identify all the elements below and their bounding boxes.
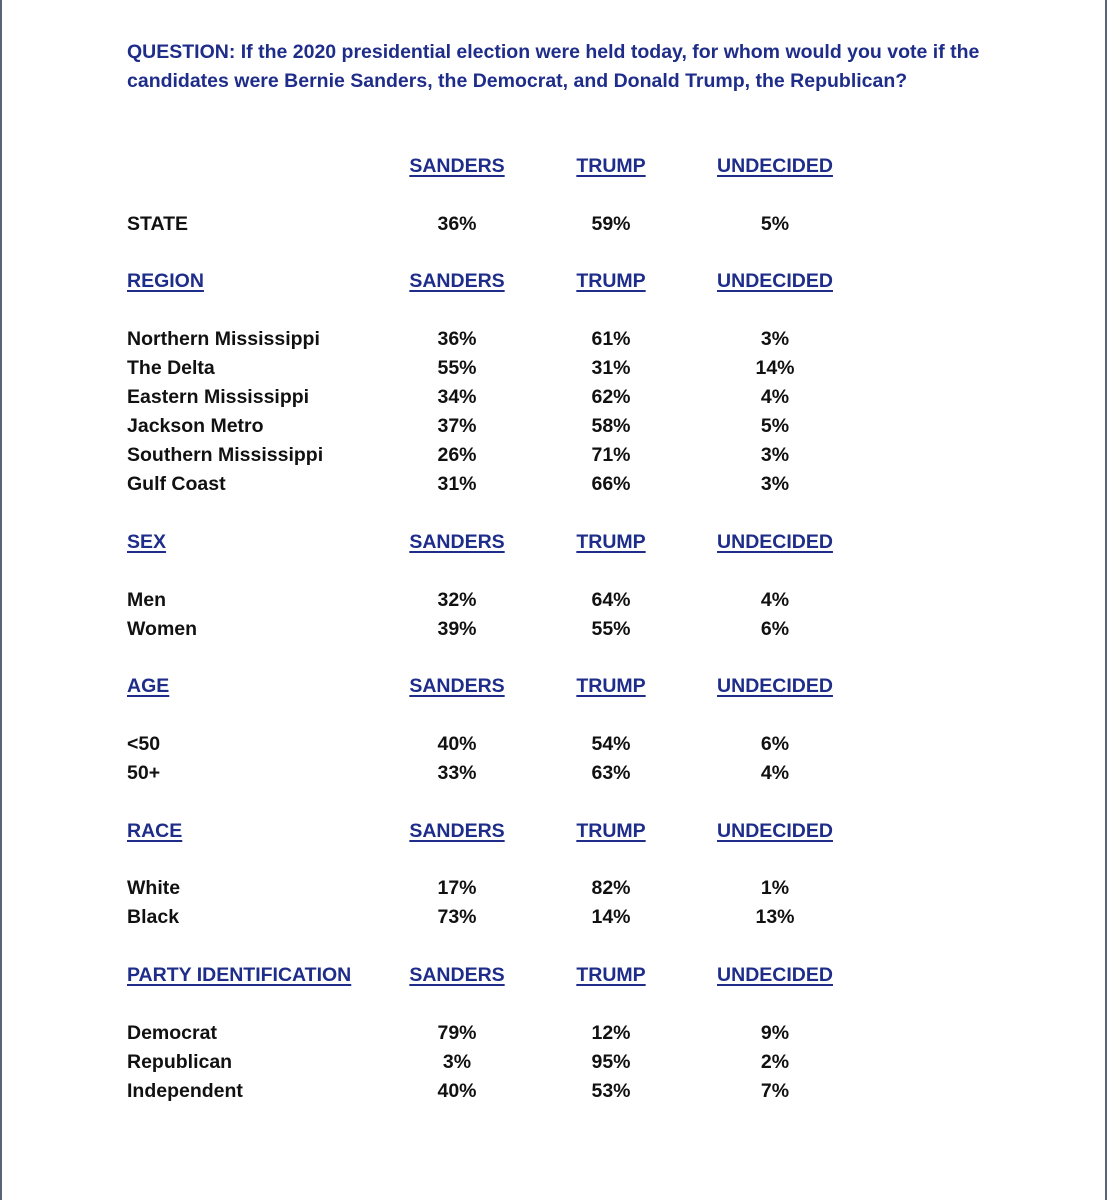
state-undecided: 5%: [760, 213, 790, 235]
row-label: Men: [127, 589, 166, 611]
row-label: Independent: [127, 1080, 243, 1102]
sanders-value: 40%: [437, 733, 477, 755]
sanders-value: 55%: [437, 357, 477, 379]
section-header-age: [0, 672, 1107, 701]
state-label: STATE: [127, 213, 189, 235]
undecided-value: 6%: [760, 733, 790, 755]
sanders-value: 33%: [437, 762, 477, 784]
undecided-value: 3%: [760, 444, 790, 466]
column-header-undecided: UNDECIDED: [717, 155, 833, 177]
table-row: [0, 325, 1107, 354]
section-header-party-identification: [0, 961, 1107, 990]
row-label: Women: [127, 618, 198, 640]
section-header-region: [0, 267, 1107, 296]
sanders-value: 40%: [437, 1080, 477, 1102]
sanders-value: 31%: [437, 473, 477, 495]
column-header-sanders: SANDERS: [409, 531, 505, 553]
column-header-trump: TRUMP: [576, 155, 646, 177]
row-label: Gulf Coast: [127, 473, 226, 495]
trump-value: 14%: [591, 906, 631, 928]
section-title: AGE: [127, 675, 170, 697]
state-row: [0, 210, 1107, 239]
row-label: Black: [127, 906, 180, 928]
row-label: Democrat: [127, 1022, 217, 1044]
section-title: REGION: [127, 270, 204, 292]
top-column-headers: [0, 152, 1107, 181]
column-header-trump: TRUMP: [576, 675, 646, 697]
trump-value: 54%: [591, 733, 631, 755]
trump-value: 53%: [591, 1080, 631, 1102]
row-label: Republican: [127, 1051, 233, 1073]
sanders-value: 73%: [437, 906, 477, 928]
row-label: Jackson Metro: [127, 415, 264, 437]
row-label: <50: [127, 733, 161, 755]
table-row: [0, 1048, 1107, 1077]
undecided-value: 3%: [760, 473, 790, 495]
undecided-value: 6%: [760, 618, 790, 640]
sanders-value: 37%: [437, 415, 477, 437]
sanders-value: 36%: [437, 328, 477, 350]
sanders-value: 79%: [437, 1022, 477, 1044]
row-label: Eastern Mississippi: [127, 386, 310, 408]
sanders-value: 39%: [437, 618, 477, 640]
table-row: [0, 1019, 1107, 1048]
table-row: [0, 615, 1107, 644]
trump-value: 63%: [591, 762, 631, 784]
column-header-undecided: UNDECIDED: [717, 820, 833, 842]
sanders-value: 17%: [437, 877, 477, 899]
sanders-value: 34%: [437, 386, 477, 408]
row-label: White: [127, 877, 181, 899]
undecided-value: 1%: [760, 877, 790, 899]
state-trump: 59%: [591, 213, 631, 235]
column-header-sanders: SANDERS: [409, 964, 505, 986]
trump-value: 58%: [591, 415, 631, 437]
undecided-value: 14%: [755, 357, 795, 379]
undecided-value: 4%: [760, 589, 790, 611]
undecided-value: 7%: [760, 1080, 790, 1102]
trump-value: 55%: [591, 618, 631, 640]
trump-value: 61%: [591, 328, 631, 350]
column-header-sanders: SANDERS: [409, 155, 505, 177]
section-header-race: [0, 817, 1107, 846]
column-header-sanders: SANDERS: [409, 675, 505, 697]
table-row: [0, 1077, 1107, 1106]
trump-value: 66%: [591, 473, 631, 495]
column-header-trump: TRUMP: [576, 270, 646, 292]
section-title: SEX: [127, 531, 167, 553]
undecided-value: 5%: [760, 415, 790, 437]
table-row: [0, 383, 1107, 412]
trump-value: 82%: [591, 877, 631, 899]
table-row: [0, 470, 1107, 499]
trump-value: 64%: [591, 589, 631, 611]
trump-value: 12%: [591, 1022, 631, 1044]
column-header-sanders: SANDERS: [409, 820, 505, 842]
trump-value: 62%: [591, 386, 631, 408]
undecided-value: 13%: [755, 906, 795, 928]
undecided-value: 4%: [760, 386, 790, 408]
section-title: PARTY IDENTIFICATION: [127, 964, 352, 986]
table-row: [0, 759, 1107, 788]
table-row: [0, 354, 1107, 383]
column-header-trump: TRUMP: [576, 531, 646, 553]
section-header-sex: [0, 528, 1107, 557]
undecided-value: 4%: [760, 762, 790, 784]
table-row: [0, 441, 1107, 470]
column-header-sanders: SANDERS: [409, 270, 505, 292]
trump-value: 31%: [591, 357, 631, 379]
trump-value: 71%: [591, 444, 631, 466]
row-label: 50+: [127, 762, 161, 784]
column-header-undecided: UNDECIDED: [717, 675, 833, 697]
column-header-undecided: UNDECIDED: [717, 964, 833, 986]
column-header-trump: TRUMP: [576, 964, 646, 986]
column-header-undecided: UNDECIDED: [717, 531, 833, 553]
table-row: [0, 586, 1107, 615]
table-row: [0, 730, 1107, 759]
row-label: The Delta: [127, 357, 215, 379]
table-row: [0, 903, 1107, 932]
question-text: QUESTION: If the 2020 presidential election were held today, for whom would you vote if the candidates were Bernie Sanders, the Democrat, and Donald Trump, the Republican?: [127, 41, 980, 92]
undecided-value: 2%: [760, 1051, 790, 1073]
column-header-trump: TRUMP: [576, 820, 646, 842]
table-row: [0, 874, 1107, 903]
state-sanders: 36%: [437, 213, 477, 235]
sanders-value: 26%: [437, 444, 477, 466]
row-label: Southern Mississippi: [127, 444, 324, 466]
sanders-value: 32%: [437, 589, 477, 611]
sanders-value: 3%: [442, 1051, 472, 1073]
section-title: RACE: [127, 820, 183, 842]
column-header-undecided: UNDECIDED: [717, 270, 833, 292]
table-row: [0, 412, 1107, 441]
undecided-value: 9%: [760, 1022, 790, 1044]
trump-value: 95%: [591, 1051, 631, 1073]
row-label: Northern Mississippi: [127, 328, 320, 350]
undecided-value: 3%: [760, 328, 790, 350]
